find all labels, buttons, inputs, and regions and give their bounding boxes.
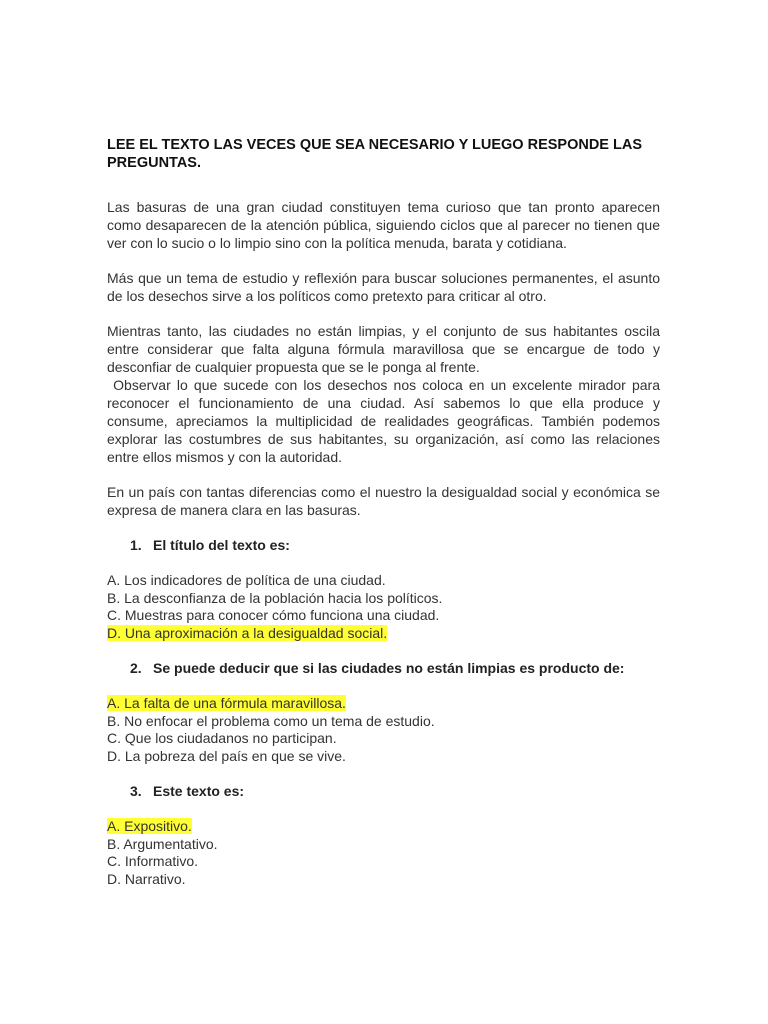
option-text: B. Argumentativo. bbox=[107, 835, 218, 852]
question-text: El título del texto es: bbox=[153, 537, 290, 553]
option-text: B. No enfocar el problema como un tema de estudio. bbox=[107, 712, 435, 729]
option-text: C. Muestras para conocer cómo funciona una ciudad. bbox=[107, 607, 440, 623]
option-d bbox=[107, 871, 660, 889]
question-number: 2. bbox=[130, 660, 142, 676]
question-2-options bbox=[107, 695, 660, 765]
question-1-options bbox=[107, 572, 660, 642]
paragraph-2: Más que un tema de estudio y reflexión para buscar soluciones permanentes, el asunto de los desechos sirve a los políticos como pretexto para criticar al otro. bbox=[107, 270, 660, 304]
question-text: Este texto es: bbox=[153, 783, 245, 799]
option-d bbox=[107, 625, 660, 643]
option-text: D. Narrativo. bbox=[107, 870, 186, 887]
option-a bbox=[107, 818, 660, 836]
option-b bbox=[107, 713, 660, 731]
option-c bbox=[107, 607, 660, 625]
question-text: Se puede deducir que si las ciudades no están limpias es producto de: bbox=[153, 660, 625, 676]
question-1 bbox=[130, 536, 660, 554]
paragraph-1: Las basuras de una gran ciudad constituyen tema curioso que tan pronto aparecen como desaparecen de la atención pública, siguiendo ciclos que al parecer no tienen que ver con lo sucio o lo limpio sino con la política menuda, barata y cotidiana. bbox=[107, 199, 660, 251]
option-text: A. Los indicadores de política de una ciudad. bbox=[107, 572, 386, 588]
option-text: C. Que los ciudadanos no participan. bbox=[107, 730, 337, 746]
question-number: 1. bbox=[130, 537, 142, 553]
instructions-heading: LEE EL TEXTO LAS VECES QUE SEA NECESARIO Y LUEGO RESPONDE LAS PREGUNTAS. bbox=[107, 137, 642, 171]
option-a bbox=[107, 572, 660, 590]
question-2 bbox=[130, 659, 660, 677]
highlighted-answer: A. Expositivo. bbox=[107, 818, 192, 834]
option-text: D. La pobreza del país en que se vive. bbox=[107, 747, 346, 764]
option-c bbox=[107, 853, 660, 871]
option-b bbox=[107, 590, 660, 608]
question-number: 3. bbox=[130, 783, 142, 799]
option-c bbox=[107, 730, 660, 748]
option-d bbox=[107, 748, 660, 766]
paragraph-5: En un país con tantas diferencias como el nuestro la desigualdad social y económica se expresa de manera clara en las basuras. bbox=[107, 484, 660, 518]
option-a bbox=[107, 695, 660, 713]
question-3-options bbox=[107, 818, 660, 888]
paragraph-3: Mientras tanto, las ciudades no están limpias, y el conjunto de sus habitantes oscila entre considerar que falta alguna fórmula maravillosa que se encargue de todo y desconfiar de cualquier propuesta que se le ponga al frente. bbox=[107, 323, 660, 375]
highlighted-answer: D. Una aproximación a la desigualdad social. bbox=[107, 624, 388, 641]
document-page bbox=[107, 136, 664, 905]
option-text: C. Informativo. bbox=[107, 853, 199, 869]
option-text: B. La desconfianza de la población hacia los políticos. bbox=[107, 589, 443, 606]
paragraph-4: Observar lo que sucede con los desechos nos coloca en un excelente mirador para reconocer el funcionamiento de una ciudad. Así sabemos lo que ella produce y consume, apreciamos la multiplicidad de realidades geográficas. También podemos explorar las costumbres de sus habitantes, su organización, así como las relaciones entre ellos mismos y con la autoridad. bbox=[107, 377, 664, 465]
question-3 bbox=[130, 782, 660, 800]
highlighted-answer: A. La falta de una fórmula maravillosa. bbox=[107, 695, 346, 711]
option-b bbox=[107, 836, 660, 854]
